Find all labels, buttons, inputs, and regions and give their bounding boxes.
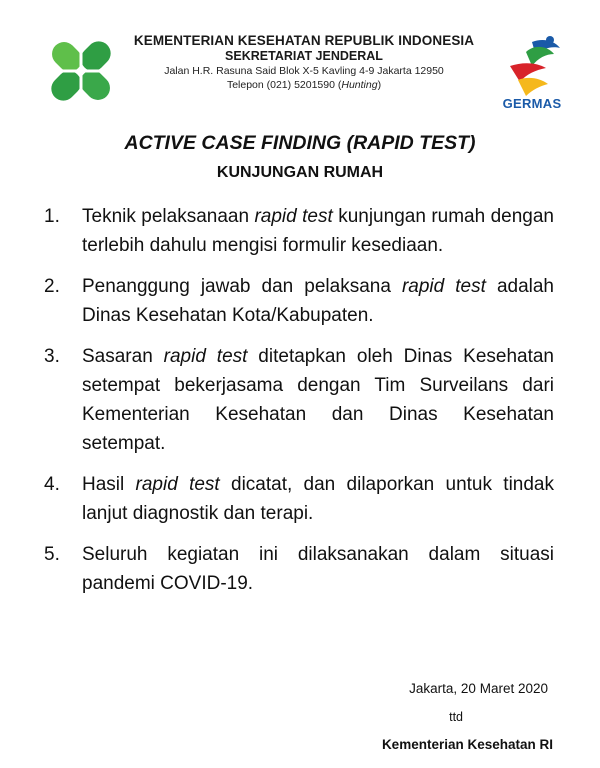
letterhead <box>0 0 600 118</box>
closing-block <box>333 680 553 754</box>
address: Jalan H.R. Rasuna Said Blok X-5 Kavling 4-9 Jakarta 12950 <box>164 65 444 77</box>
germas-label: GERMAS <box>502 96 562 111</box>
page-title: ACTIVE CASE FINDING (RAPID TEST) <box>124 132 476 154</box>
signature-mark: ttd <box>449 710 463 724</box>
list-item <box>44 342 554 458</box>
list-item-number: 3. <box>44 346 60 367</box>
list-item-text: Penanggung jawab dan pelaksana rapid test adalah Dinas Kesehatan Kota/Kabupaten. <box>82 276 554 326</box>
ministry-name: KEMENTERIAN KESEHATAN REPUBLIK INDONESIA <box>133 33 475 48</box>
list-item <box>44 540 554 598</box>
numbered-list <box>44 202 554 610</box>
page-subtitle: KUNJUNGAN RUMAH <box>216 164 384 181</box>
phone: Telepon (021) 5201590 (Hunting) <box>226 79 382 91</box>
department-name: SEKRETARIAT JENDERAL <box>225 49 383 63</box>
list-item-text: Seluruh kegiatan ini dilaksanakan dalam situasi pandemi COVID-19. <box>82 544 554 594</box>
signer-name: Kementerian Kesehatan RI <box>381 737 553 752</box>
list-item-text: Hasil rapid test dicatat, dan dilaporkan untuk tindak lanjut diagnostik dan terapi. <box>82 474 554 524</box>
kemenkes-logo <box>40 30 122 112</box>
list-item <box>44 470 554 528</box>
list-item-number: 1. <box>44 206 60 227</box>
list-item <box>44 272 554 330</box>
list-item-number: 4. <box>44 474 60 495</box>
list-item-text: Sasaran rapid test ditetapkan oleh Dinas Kesehatan setempat bekerjasama dengan Tim Surveilans dari Kementerian Kesehatan dan Dinas Kesehatan setempat. <box>82 346 554 454</box>
list-item <box>44 202 554 260</box>
list-item-text: Teknik pelaksanaan rapid test kunjungan rumah dengan terlebih dahulu mengisi formulir kesediaan. <box>82 206 555 256</box>
closing-date: Jakarta, 20 Maret 2020 <box>409 681 548 696</box>
letterhead-text <box>124 33 484 92</box>
list-item-number: 2. <box>44 276 60 297</box>
list-item-number: 5. <box>44 544 60 565</box>
